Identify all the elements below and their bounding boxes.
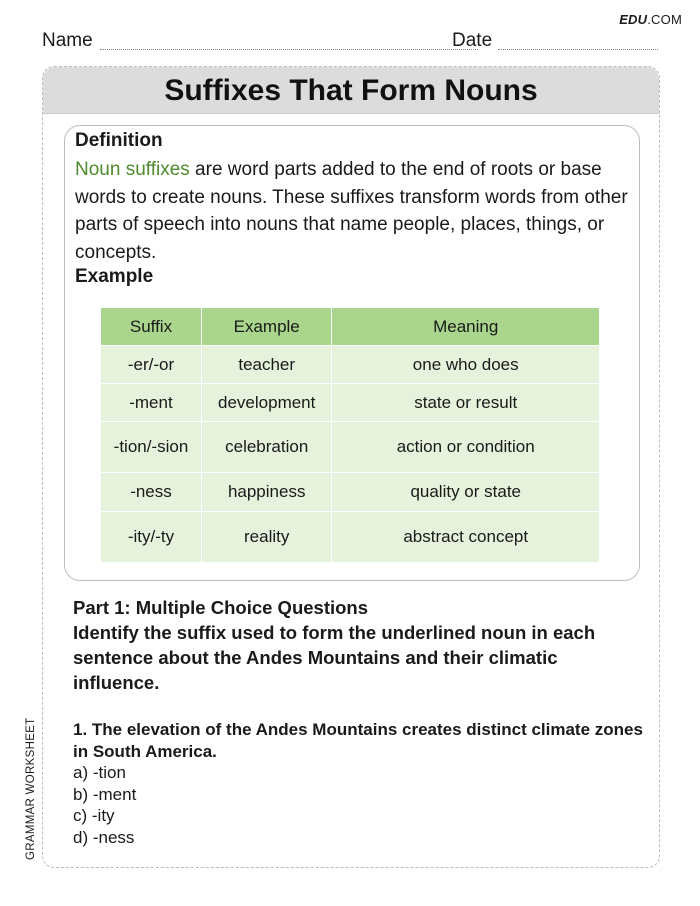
cell-suffix: -ness [101, 473, 202, 512]
edu-logo [619, 12, 682, 27]
definition-body: are word parts added to the end of roots or base words to create nouns. These suffixes transform words from other parts of speech into nouns that name people, places, things, or concepts. [75, 159, 628, 263]
cell-meaning: abstract concept [332, 512, 600, 563]
table-row [101, 384, 600, 422]
cell-example: reality [201, 512, 331, 563]
cell-example: teacher [201, 346, 331, 384]
cell-meaning: state or result [332, 384, 600, 422]
table-row [101, 512, 600, 563]
cell-example: development [201, 384, 331, 422]
question-1 [73, 719, 643, 848]
col-meaning: Meaning [332, 308, 600, 346]
cell-suffix: -er/-or [101, 346, 202, 384]
option-b[interactable]: b) -ment [73, 784, 137, 804]
example-heading: Example [75, 266, 154, 287]
side-label: GRAMMAR WORKSHEET [25, 717, 37, 860]
logo-suffix: .COM [647, 12, 682, 27]
col-suffix: Suffix [101, 308, 202, 346]
cell-example: celebration [201, 422, 331, 473]
definition-text [75, 156, 635, 266]
cell-suffix: -ity/-ty [101, 512, 202, 563]
name-line[interactable] [100, 49, 478, 50]
option-d[interactable]: d) -ness [73, 827, 135, 847]
part1-block [73, 595, 643, 695]
question-1-stem: 1. The elevation of the Andes Mountains creates distinct climate zones in South America. [73, 720, 643, 761]
option-a[interactable]: a) -tion [73, 763, 126, 782]
name-date-row [42, 30, 658, 52]
logo-brand: EDU [619, 12, 648, 27]
table-header-row [101, 308, 600, 346]
suffix-table [100, 307, 600, 563]
title-band [43, 67, 659, 114]
cell-suffix: -ment [101, 384, 202, 422]
cell-meaning: quality or state [332, 473, 600, 512]
cell-meaning: action or condition [332, 422, 600, 473]
table-row [101, 422, 600, 473]
table-row [101, 346, 600, 384]
col-example: Example [201, 308, 331, 346]
cell-meaning: one who does [332, 346, 600, 384]
part1-instructions: Identify the suffix used to form the underlined noun in each sentence about the Andes Mountains and their climatic influence. [73, 622, 596, 693]
date-label: Date [452, 30, 493, 51]
worksheet [42, 66, 660, 868]
worksheet-title: Suffixes That Form Nouns [164, 74, 538, 107]
name-label: Name [42, 30, 93, 51]
option-c[interactable]: c) -ity [73, 806, 115, 825]
part1-heading: Part 1: Multiple Choice Questions [73, 597, 369, 618]
cell-suffix: -tion/-sion [101, 422, 202, 473]
date-line[interactable] [498, 49, 658, 50]
definition-heading: Definition [75, 130, 163, 151]
definition-box [64, 125, 640, 581]
definition-highlight: Noun suffixes [75, 159, 190, 180]
table-row [101, 473, 600, 512]
cell-example: happiness [201, 473, 331, 512]
